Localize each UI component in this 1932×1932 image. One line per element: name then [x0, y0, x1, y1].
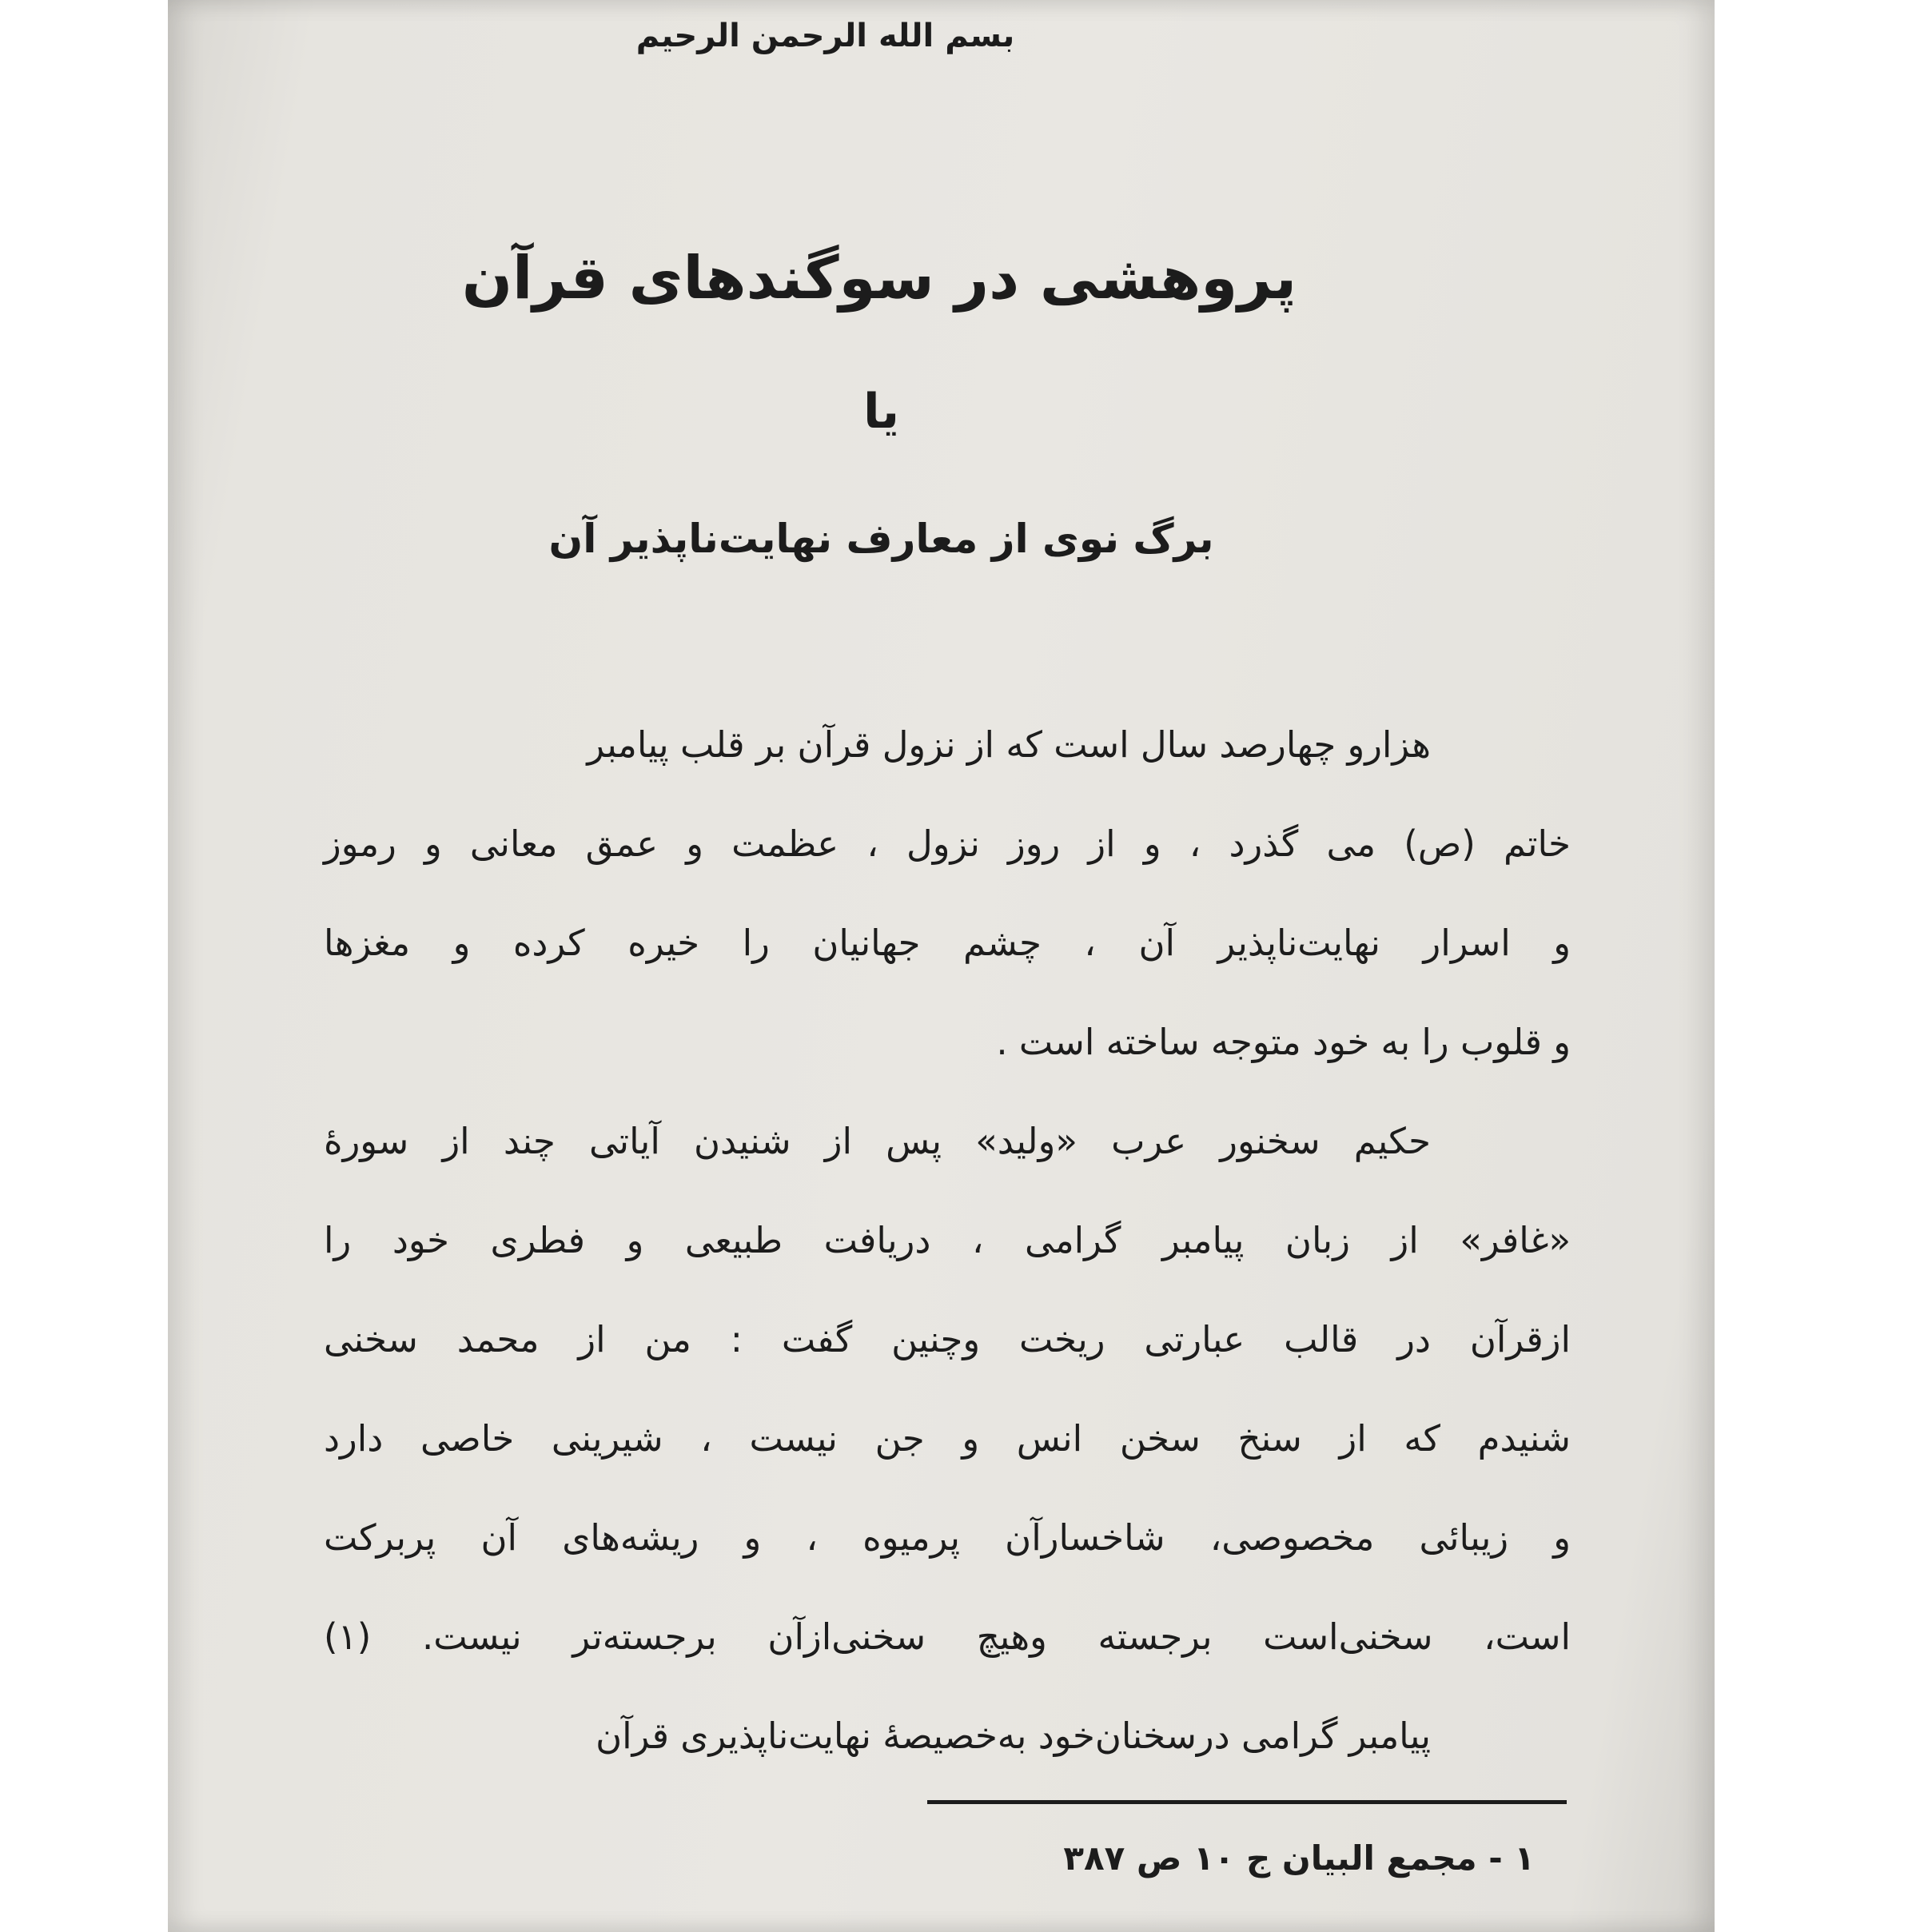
text-line: هزارو چهارصد سال است که از نزول قرآن بر قلب پیامبر	[587, 723, 1431, 766]
text-line: «غافر» از زبان پیامبر گرامی ، دریافت طبیعی و فطری خود را	[324, 1219, 1571, 1261]
bismillah-heading: بسم الله الرحمن الرحيم	[635, 18, 1015, 54]
text-line: ازقرآن در قالب عبارتی ریخت وچنین گفت : من از محمد سخنی	[324, 1318, 1571, 1360]
book-page	[168, 0, 1715, 1932]
text-line: است، سخنی‌است برجسته وهیچ سخنی‌ازآن برجسته‌تر نیست. (۱)	[324, 1615, 1571, 1658]
text-line: و اسرار نهایت‌ناپذیر آن ، چشم جهانیان را خیره کرده و مغزها	[324, 922, 1571, 964]
text-line: و زیبائی مخصوصی، شاخسارآن پرمیوه ، و ریشه‌های آن پربرکت	[324, 1516, 1571, 1559]
footnote-divider	[927, 1800, 1567, 1804]
text-line: شنیدم که از سنخ سخن انس و جن نیست ، شیرینی خاصی دارد	[324, 1417, 1571, 1460]
text-line: و قلوب را به خود متوجه ساخته است .	[996, 1021, 1571, 1063]
title-connector: یا	[862, 384, 900, 440]
text-line: خاتم (ص) می گذرد ، و از روز نزول ، عظمت و عمق معانی و رموز	[324, 823, 1571, 865]
text-line: پیامبر گرامی درسخنان‌خود به‌خصیصهٔ نهایت‌ناپذیری قرآن	[596, 1715, 1431, 1757]
page-subtitle: برگ نوی از معارف نهایت‌ناپذیر آن	[548, 516, 1214, 562]
footnote: ۱ - مجمع البیان ج ۱۰ ص ۳۸۷	[1063, 1838, 1535, 1878]
body-text	[324, 695, 1571, 1786]
text-line: حکیم سخنور عرب «ولید» پس از شنیدن آیاتی چند از سورهٔ	[324, 1120, 1431, 1162]
page-title: پروهشی در سوگندهای قرآن	[461, 244, 1297, 313]
